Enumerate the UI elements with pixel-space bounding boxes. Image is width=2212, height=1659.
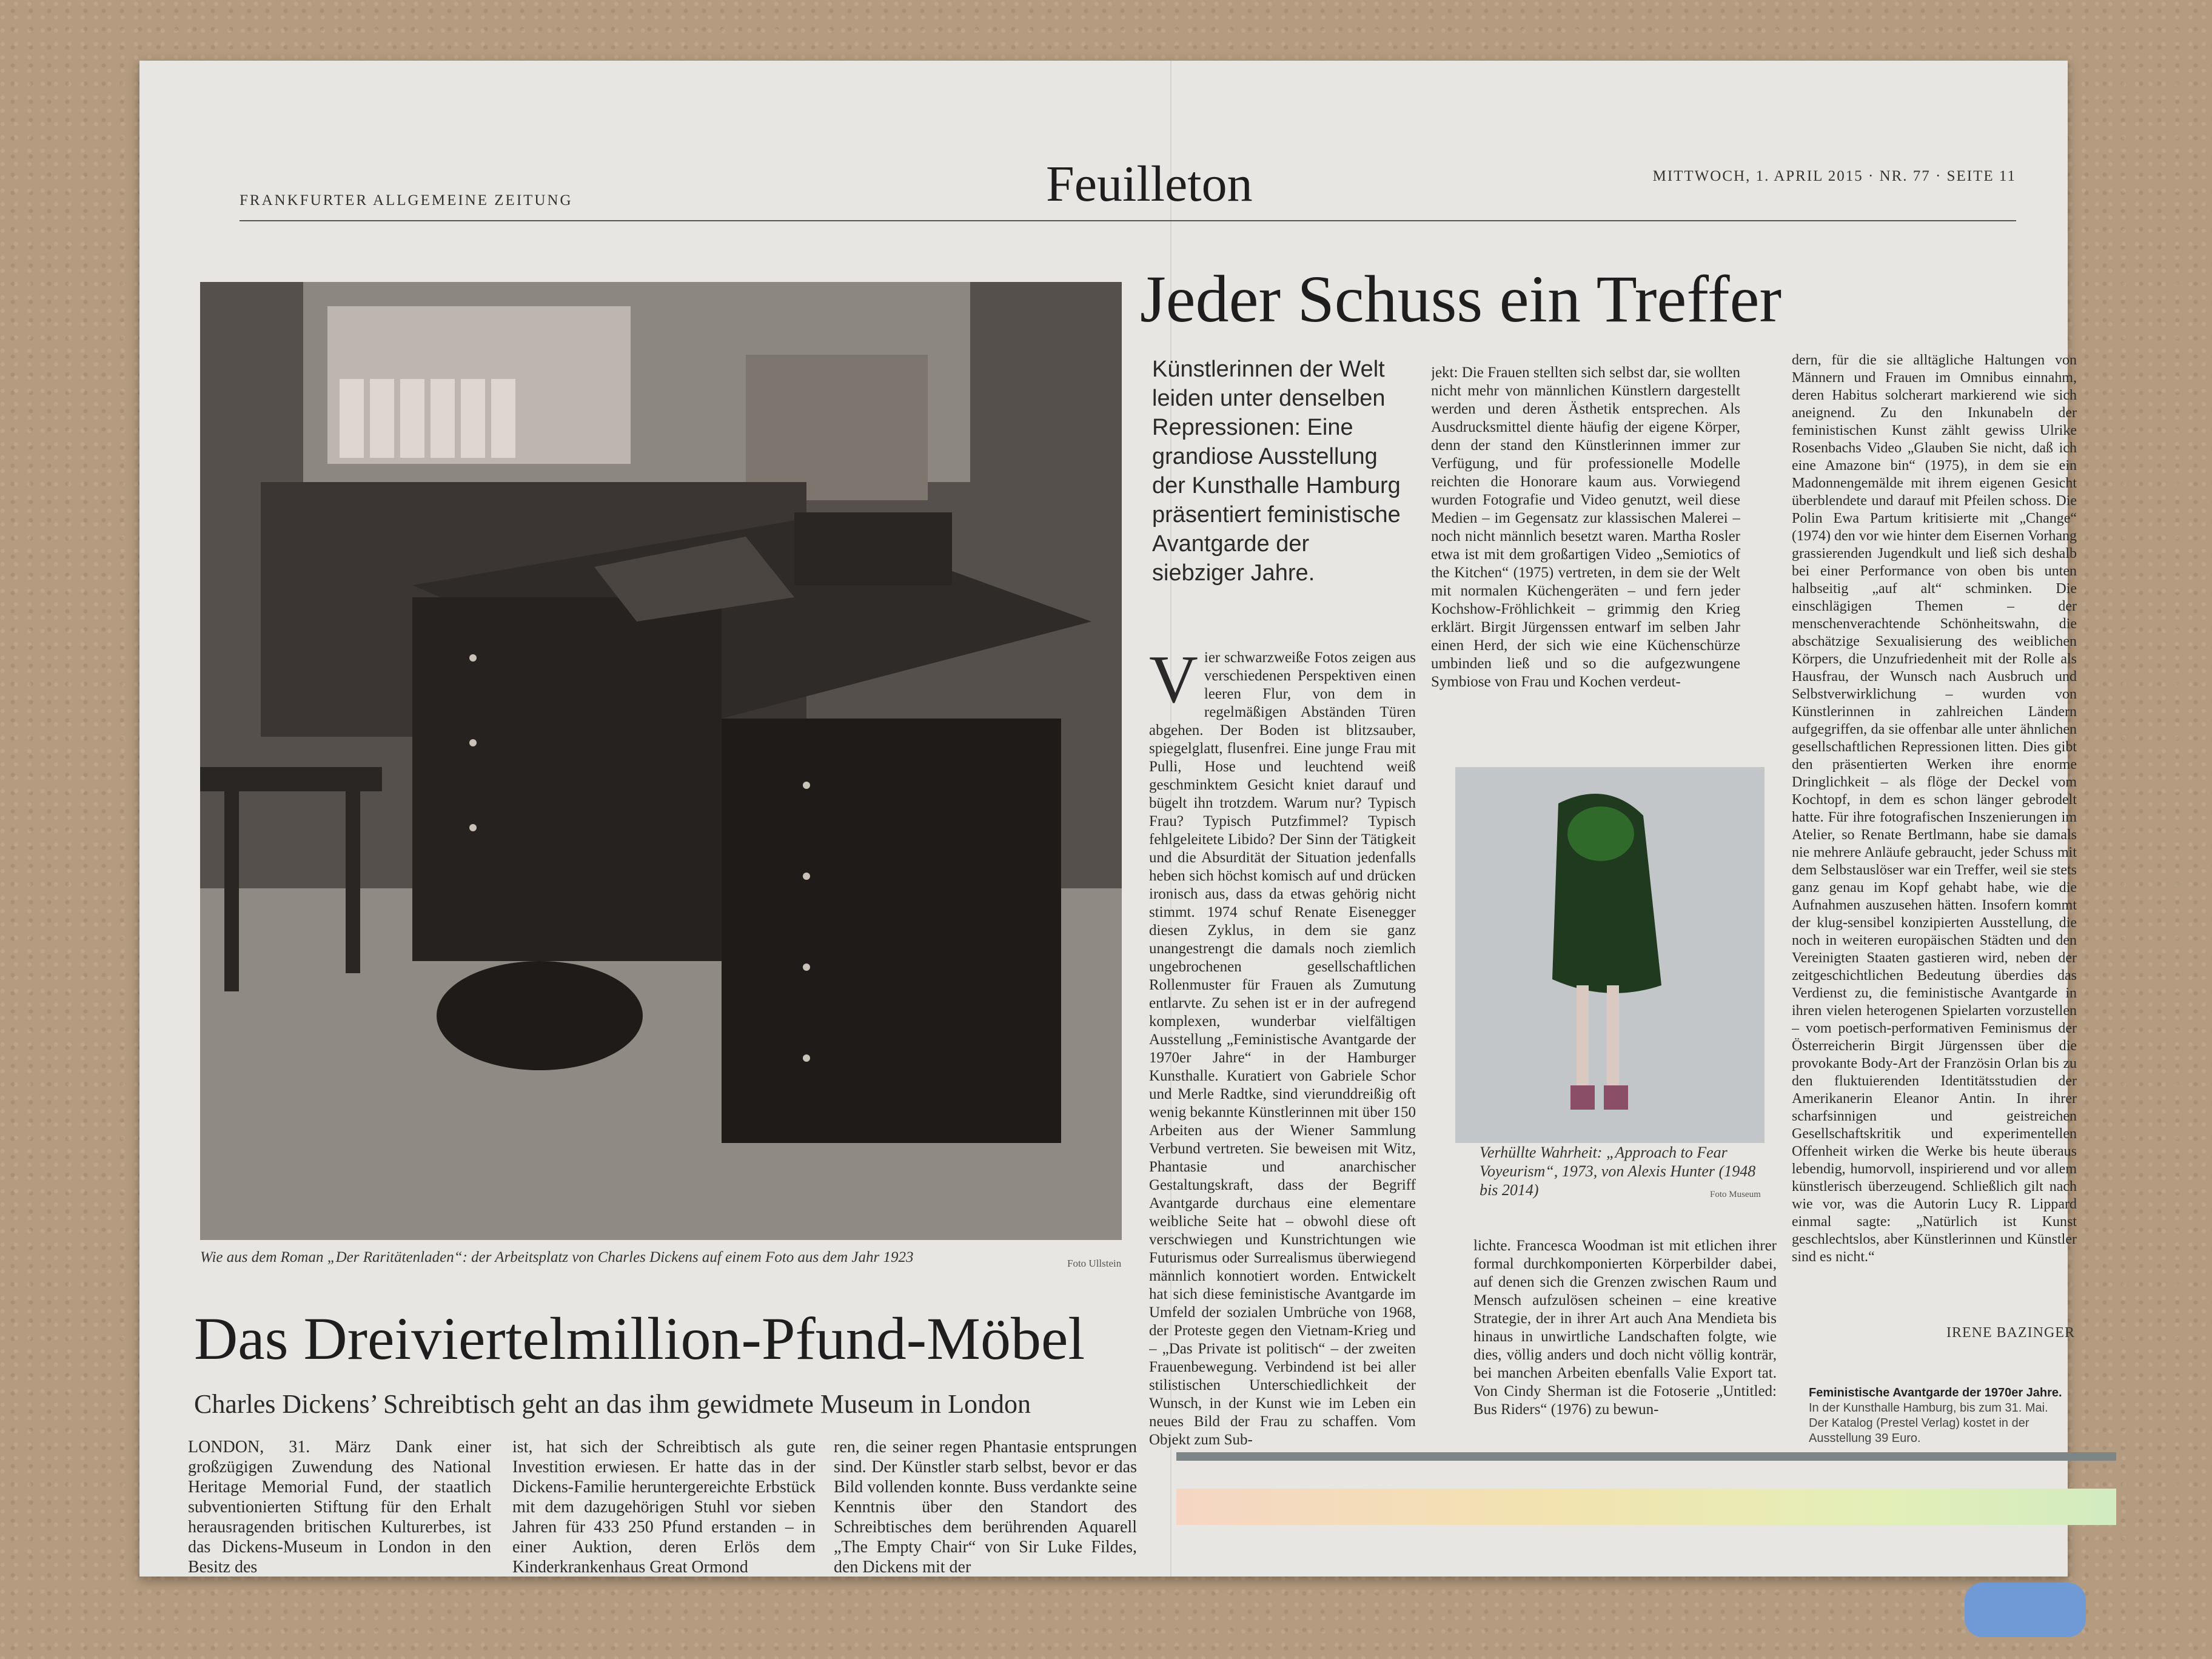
drop-cap: V: [1149, 649, 1198, 717]
photo-caption: Wie aus dem Roman „Der Raritätenladen“: der Arbeitsplatz von Charles Dickens auf einem Foto aus dem Jahr 1923: [200, 1249, 914, 1265]
bottom-grey-rule: [1176, 1452, 2116, 1461]
dickens-desk-photo: [200, 282, 1122, 1240]
blue-clip-object: [1965, 1583, 2086, 1637]
artwork-photo: [1455, 767, 1765, 1143]
left-article-headline: Das Dreiviertelmillion-Pfund-Möbel: [194, 1305, 1085, 1372]
dateline: MITTWOCH, 1. APRIL 2015 · NR. 77 · SEITE 11: [1652, 168, 2016, 184]
exhibition-info-box: [1809, 1386, 2063, 1446]
newspaper-name: FRANKFURTER ALLGEMEINE ZEITUNG: [240, 192, 573, 209]
desk-photo-illustration: [200, 282, 1122, 1240]
photo-credit: Foto Ullstein: [1067, 1258, 1122, 1269]
right-article-column-1-text: ier schwarzweiße Fotos zeigen aus verschiedenen Perspektiven einen leeren Flur, von dem in regelmäßigen Abständen Türen abgehen. Der Boden ist blitzsauber, spiegelglatt, flusenfrei. Eine junge Frau mit Pulli, Hose und leuchtend weiß geschminktem Gesicht kniet darauf und bügelt ihn trotzdem. Warum nur? Typisch Frau? Typisch Putzfimmel? Typisch fehlgeleitete Libido? Der Sinn der Tätigkeit und die Absurdität der Situation jedenfalls heben sich höchst komisch auf und drücken ironisch aus, dass da etwas gehörig nicht stimmt. 1974 schuf Renate Eisenegger diesen Zyklus, in dem sie ganz unangestrengt die damals noch ziemlich ungebrochenen gesellschaftlichen Rollenmuster für Frauen als Zumutung entlarvte. Zu sehen ist er in der aufregend komplexen, wunderbar vielfältigen Ausstellung „Feministische Avantgarde der 1970er Jahre“ in der Hamburger Kunsthalle. Kuratiert von Gabriele Schor und Merle Radtke, sind vierunddreißig oft wenig bekannte Künstlerinnen mit über 150 Arbeiten aus der Wiener Sammlung Verbund vertreten. Sie beweisen mit Witz, Phantasie und anarchischer Gestaltungskraft, dass der Begriff Avantgarde durchaus eine elementare weibliche Seite hat – obwohl diese oft verschwiegen und Kunstrichtungen wie Futurismus oder Surrealismus überwiegend männlich konnotiert worden. Entwickelt hat sich diese feministische Avantgarde im Umfeld der sozialen Umbrüche von 1968, der Proteste gegen den Vietnam-Krieg und – „Das Private ist politisch“ – der zweiten Frauenbewegung. Verbindend ist bei aller stilistischen Unterschiedlichkeit der Wunsch, in der Kunst wie im Leben ein neues Bild der Frau zu schaffen. Vom Objekt zum Sub-: [1149, 649, 1416, 1448]
left-article-subhead: Charles Dickens’ Schreibtisch geht an das ihm gewidmete Museum in London: [194, 1389, 1031, 1419]
article-author: IRENE BAZINGER: [1946, 1325, 2075, 1341]
right-article-column-1: [1149, 649, 1416, 1449]
exhibition-info-body: In der Kunsthalle Hamburg, bis zum 31. Mai. Der Katalog (Prestel Verlag) kostet in der Ausstellung 39 Euro.: [1809, 1401, 2048, 1445]
artwork-caption: Verhüllte Wahrheit: „Approach to Fear Voyeurism“, 1973, von Alexis Hunter (1948 bis 2014): [1480, 1144, 1756, 1199]
masthead: [240, 155, 2016, 227]
right-article-headline: Jeder Schuss ein Treffer: [1140, 262, 1782, 336]
section-title: Feuilleton: [1046, 156, 1253, 212]
bottom-colored-strip: [1176, 1489, 2116, 1525]
left-article-column-3: ren, die seiner regen Phantasie entsprungen sind. Der Künstler starb selbst, bevor er das Bild vollenden konnte. Buss verdankte seine Kenntnis über den Standort des Schreibtisches dem berührenden Aquarell „The Empty Chair“ von Sir Luke Fildes, den Dickens mit der: [834, 1438, 1137, 1577]
left-article-column-1: LONDON, 31. März Dank einer großzügigen Zuwendung des National Heritage Memorial Fund, der staatlich subventionierten Stiftung für den Erhalt herausragenden britischen Kulturerbes, ist das Dickens-Museum in London in den Besitz des: [188, 1438, 491, 1577]
right-article-column-3: dern, für die sie alltägliche Haltungen von Männern und Frauen im Omnibus einnahm, deren Habitus solcherart markierend wie sich aneignend. Zu den Inkunabeln der feministischen Kunst zählt gewiss Ulrike Rosenbachs Video „Glauben Sie nicht, daß ich eine Amazone bin“ (1975), in dem sie ein Madonnengemälde mit ihrem eigenen Gesicht überblendete und darauf mit Pfeilen schoss. Die Polin Ewa Partum kritisierte mit „Change“ (1974) den vor wie hinter dem Eisernen Vorhang grassierenden Jugendkult und ließ sich deshalb bei einer Performance von oben bis unten halbseitig „auf alt“ schminken. Die einschlägigen Themen – der menschenverachtende Schönheitswahn, die abschätzige Sexualisierung des weiblichen Körpers, die Unzufriedenheit mit der Rolle als Hausfrau, der Wunsch nach Ausbruch und Selbstverwirklichung – wurden von Künstlerinnen in zahlreichen Ländern aufgegriffen, da sie offenbar alle unter ähnlichen gesellschaftlichen Repressionen litten. Dies gibt den präsentierten Werken ihre enorme Dringlichkeit – als flöge der Deckel vom Kochtopf, in dem es schon länger gebrodelt hatte. Für ihre fotografischen Inszenierungen im Atelier, so Renate Bertlmann, habe sie damals nie mehrere Anläufe gebraucht, jeder Schuss mit dem Selbstauslöser war ein Treffer, weil sie stets ganz genau im Kopf gehabt habe, wie die Aufnahmen auszusehen hätten. Insofern kommt der klug-sensibel konzipierten Ausstellung, die noch in weiteren europäischen Städten und den Vereinigten Staaten gastieren wird, neben der zeitgeschichtlichen Bedeutung überdies das Verdienst zu, die feministische Avantgarde in ihren vielen heterogenen Spielarten vorzustellen – vom poetisch-performativen Feminismus der Österreicherin Birgit Jürgenssen über die provokante Body-Art der Französin Orlan bis zu den fluktuierenden Identitätsstudien der Amerikanerin Eleanor Antin. In ihrer scharfsinnigen und geistreichen Gesellschaftskritik und experimentellen Offenheit wirken die Werke bis heute überaus lebendig, humorvoll, inspirierend und vor allem künstlerisch überzeugend. Schließlich gilt nach wie vor, was die Autorin Lucy R. Lippard einmal sagte: „Natürlich ist Kunst geschlechtslos, aber Künstlerinnen und Künstler sind es nicht.“: [1792, 352, 2077, 1265]
artwork-credit: Foto Museum: [1710, 1190, 1761, 1199]
masthead-rule: [240, 220, 2016, 221]
right-article-column-2-bottom: lichte. Francesca Woodman ist mit etlichen ihrer formal durchkomponierten Körperbilder dabei, auf denen sich die Grenzen zwischen Raum und Mensch aufzulösen scheinen – eine kreative Strategie, der in ihrer Art auch Ana Mendieta bis hinaus in unwirtliche Landschaften folgte, wie dies, völlig anders und doch nicht völlig konträr, bei manchen Arbeiten ebenfalls Valie Export tat. Von Cindy Sherman ist die Fotoserie „Untitled: Bus Riders“ (1976) zu bewun-: [1473, 1238, 1777, 1418]
left-article-column-2: ist, hat sich der Schreibtisch als gute Investition erwiesen. Er hatte das in der Dickens-Familie heruntergereichte Erbstück mit dem dazugehörigen Stuhl vor sieben Jahren für 433 250 Pfund erstanden – in einer Auktion, deren Erlös dem Kinderkrankenhaus Great Ormond: [512, 1438, 816, 1577]
right-article-column-2-top: jekt: Die Frauen stellten sich selbst dar, sie wollten nicht mehr von männlichen Künstlern dargestellt werden und deren Ästhetik entsprechen. Als Ausdrucksmittel diente häufig der eigene Körper, denn der stand den Künstlerinnen immer zur Verfügung, und für professionelle Modelle reichten die Honorare kaum aus. Vorwiegend wurden Fotografie und Video genutzt, weil diese Medien – im Gegensatz zur klassischen Malerei – noch nicht männlich besetzt waren. Martha Rosler etwa ist mit dem großartigen Video „Semiotics of the Kitchen“ (1975) vertreten, in dem sie der Welt mit normalen Küchengeräten – und fern jeder Kochshow-Fröhlichkeit – grimmig den Krieg erklärt. Birgit Jürgenssen entwarf im selben Jahr einen Herd, der sich wie eine Küchenschürze umbinden ließ und so die aufgezwungene Symbiose von Frau und Kochen verdeut-: [1431, 364, 1740, 690]
veiled-figure-illustration: [1455, 767, 1765, 1143]
right-article-teaser: Künstlerinnen der Welt leiden unter denselben Repressionen: Eine grandiose Ausstellung der Kunsthalle Hamburg präsentiert feministische Avantgarde der siebziger Jahre.: [1152, 357, 1401, 586]
exhibition-info-title: Feministische Avantgarde der 1970er Jahre.: [1809, 1386, 2062, 1399]
